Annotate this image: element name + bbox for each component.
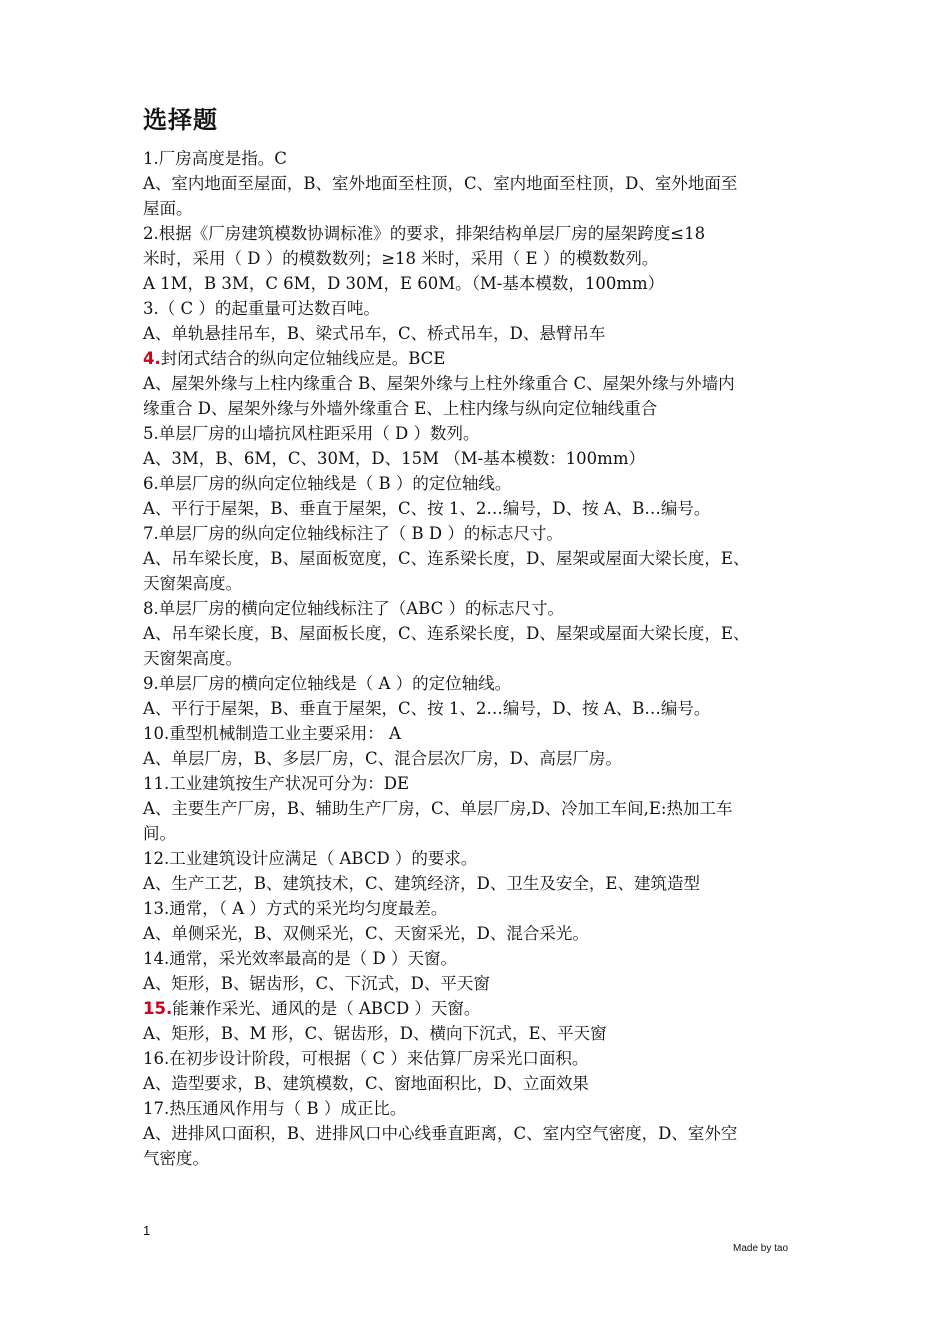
line-text: 17.热压通风作用与（ B ）成正比。	[143, 1099, 407, 1118]
text-line	[143, 571, 813, 596]
line-text: 屋面。	[143, 199, 193, 218]
line-text: A、造型要求，B、建筑模数，C、窗地面积比，D、立面效果	[143, 1074, 589, 1093]
question-number-highlight: 15.	[143, 999, 173, 1018]
line-text: A、屋架外缘与上柱内缘重合 B、屋架外缘与上柱外缘重合 C、屋架外缘与外墙内	[143, 374, 735, 393]
text-line	[143, 1121, 813, 1146]
line-text: A、矩形，B、锯齿形，C、下沉式，D、平天窗	[143, 974, 490, 993]
text-line	[143, 871, 813, 896]
text-line	[143, 496, 813, 521]
line-text: A、平行于屋架，B、垂直于屋架，C、按 1、2…编号，D、按 A、B…编号。	[143, 699, 711, 718]
line-text: 6.单层厂房的纵向定位轴线是（ B ）的定位轴线。	[143, 474, 512, 493]
page-number: 1	[143, 1223, 151, 1238]
text-line	[143, 746, 813, 771]
text-line	[143, 721, 813, 746]
line-text: 天窗架高度。	[143, 649, 242, 668]
text-line	[143, 521, 813, 546]
text-line	[143, 321, 813, 346]
text-line	[143, 971, 813, 996]
text-line	[143, 671, 813, 696]
text-line	[143, 421, 813, 446]
text-line	[143, 621, 813, 646]
line-text: A、吊车梁长度，B、屋面板宽度，C、连系梁长度，D、屋架或屋面大梁长度，E、	[143, 549, 750, 568]
text-line	[143, 996, 813, 1021]
line-text: A、进排风口面积，B、进排风口中心线垂直距离，C、室内空气密度，D、室外空	[143, 1124, 738, 1143]
line-text: A、单侧采光，B、双侧采光，C、天窗采光，D、混合采光。	[143, 924, 589, 943]
text-line	[143, 596, 813, 621]
line-text: A、生产工艺，B、建筑技术，C、建筑经济，D、卫生及安全，E、建筑造型	[143, 874, 700, 893]
text-line	[143, 221, 813, 246]
line-text: 2.根据《厂房建筑模数协调标准》的要求，排架结构单层厂房的屋架跨度≤18	[143, 224, 706, 243]
text-line	[143, 646, 813, 671]
line-text: 9.单层厂房的横向定位轴线是（ A ）的定位轴线。	[143, 674, 512, 693]
text-line	[143, 371, 813, 396]
text-line	[143, 796, 813, 821]
text-line	[143, 1096, 813, 1121]
text-line	[143, 921, 813, 946]
text-line	[143, 946, 813, 971]
text-line	[143, 546, 813, 571]
line-text: A、室内地面至屋面，B、室外地面至柱顶，C、室内地面至柱顶，D、室外地面至	[143, 174, 738, 193]
text-line	[143, 296, 813, 321]
line-text: 能兼作采光、通风的是（ ABCD ）天窗。	[172, 999, 481, 1018]
text-line	[143, 146, 813, 171]
line-text: 14.通常，采光效率最高的是（ D ）天窗。	[143, 949, 457, 968]
text-line	[143, 246, 813, 271]
question-list	[143, 146, 813, 1171]
line-text: 天窗架高度。	[143, 574, 242, 593]
line-text: 8.单层厂房的横向定位轴线标注了（ABC ）的标志尺寸。	[143, 599, 564, 618]
line-text: 5.单层厂房的山墙抗风柱距采用（ D ）数列。	[143, 424, 480, 443]
line-text: A、单层厂房，B、多层厂房，C、混合层次厂房，D、高层厂房。	[143, 749, 622, 768]
footer-note: Made by tao	[733, 1243, 789, 1254]
line-text: 16.在初步设计阶段，可根据（ C ）来估算厂房采光口面积。	[143, 1049, 589, 1068]
text-line	[143, 821, 813, 846]
text-line	[143, 1021, 813, 1046]
text-line	[143, 846, 813, 871]
line-text: A、吊车梁长度，B、屋面板长度，C、连系梁长度，D、屋架或屋面大梁长度，E、	[143, 624, 750, 643]
page-title: 选择题	[143, 106, 218, 134]
text-line	[143, 896, 813, 921]
text-line	[143, 271, 813, 296]
line-text: 1.厂房高度是指。C	[143, 149, 287, 168]
line-text: 13.通常，（ A ）方式的采光均匀度最差。	[143, 899, 448, 918]
text-line	[143, 471, 813, 496]
text-line	[143, 171, 813, 196]
text-line	[143, 346, 813, 371]
line-text: 间。	[143, 824, 176, 843]
line-text: A、主要生产厂房，B、辅助生产厂房，C、单层厂房,D、冷加工车间,E:热加工车	[143, 799, 733, 818]
text-line	[143, 771, 813, 796]
text-line	[143, 446, 813, 471]
line-text: 3.（ C ）的起重量可达数百吨。	[143, 299, 380, 318]
line-text: A 1M，B 3M，C 6M，D 30M，E 60M。（M-基本模数，100mm）	[143, 274, 665, 293]
line-text: 12.工业建筑设计应满足（ ABCD ）的要求。	[143, 849, 478, 868]
line-text: A、矩形，B、M 形，C、锯齿形，D、横向下沉式，E、平天窗	[143, 1024, 607, 1043]
line-text: 10.重型机械制造工业主要采用： A	[143, 724, 401, 743]
line-text: A、3M，B、6M，C、30M，D、15M （M-基本模数：100mm）	[143, 449, 645, 468]
question-number-highlight: 4.	[143, 349, 161, 368]
line-text: 缘重合 D、屋架外缘与外墙外缘重合 E、上柱内缘与纵向定位轴线重合	[143, 399, 658, 418]
text-line	[143, 396, 813, 421]
text-line	[143, 1046, 813, 1071]
line-text: 7.单层厂房的纵向定位轴线标注了（ B D ）的标志尺寸。	[143, 524, 563, 543]
text-line	[143, 1071, 813, 1096]
line-text: A、单轨悬挂吊车，B、梁式吊车，C、桥式吊车，D、悬臂吊车	[143, 324, 606, 343]
line-text: A、平行于屋架，B、垂直于屋架，C、按 1、2…编号，D、按 A、B…编号。	[143, 499, 711, 518]
line-text: 11.工业建筑按生产状况可分为：DE	[143, 774, 410, 793]
line-text: 米时，采用（ D ）的模数数列；≥18 米时，采用（ E ）的模数数列。	[143, 249, 659, 268]
text-line	[143, 196, 813, 221]
text-line	[143, 1146, 813, 1171]
line-text: 封闭式结合的纵向定位轴线应是。BCE	[160, 349, 446, 368]
text-line	[143, 696, 813, 721]
line-text: 气密度。	[143, 1149, 209, 1168]
